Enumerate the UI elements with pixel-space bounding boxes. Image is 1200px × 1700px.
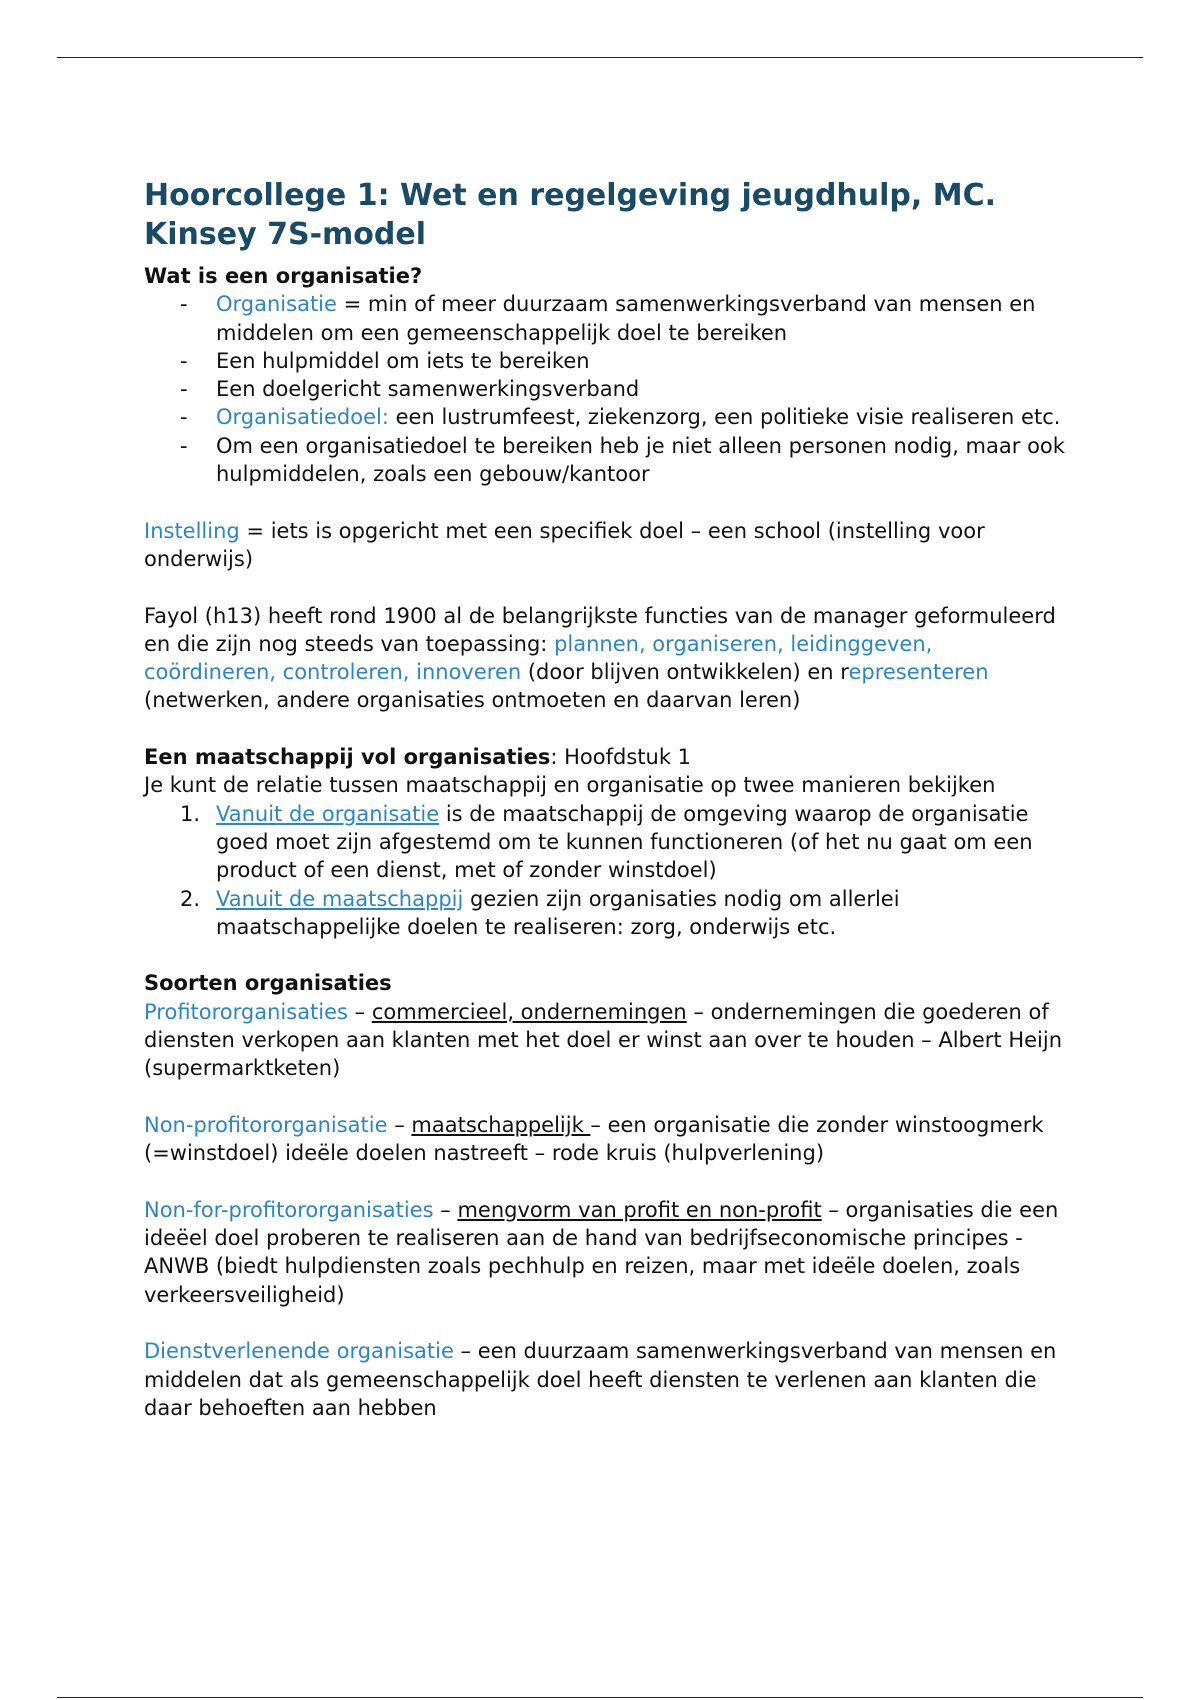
item-number: 2. [180, 886, 201, 911]
list-item [144, 290, 1069, 347]
footer-rule [57, 1697, 1143, 1698]
paragraph-text: (netwerken, andere organisaties ontmoeten en daarvan leren) [144, 688, 801, 713]
item-text: Een hulpmiddel om iets te bereiken [216, 348, 590, 373]
paragraph-text: – een organisatie die zonder winstoogmerk (=winstdoel) ideële doelen nastreeft – rode kruis (hulpverlening) [144, 1112, 1044, 1166]
org-type-paragraph [144, 1337, 1069, 1422]
definition-list [144, 290, 1069, 488]
paragraph-text: – organisaties die een ideëel doel proberen te realiseren aan de hand van bedrijfseconomische principes - ANWB (biedt hulpdiensten zoals pechhulp en reizen, maar met ideële doelen, zoals verkeersveiligheid) [144, 1197, 1059, 1307]
header-rule [57, 57, 1143, 58]
list-item [144, 403, 1069, 431]
document-body [144, 176, 1069, 1422]
term: Non-profitororganisatie [144, 1112, 388, 1137]
numbered-list [144, 800, 1069, 941]
term: Organisatie [216, 292, 337, 317]
list-item [144, 347, 1069, 375]
item-number: 1. [180, 801, 201, 826]
term: epresenteren [848, 660, 989, 685]
list-item [144, 800, 1069, 885]
section-heading [144, 743, 1069, 771]
org-type-paragraph [144, 1111, 1069, 1168]
link[interactable]: Vanuit de organisatie [216, 801, 440, 826]
term: Profitororganisaties [144, 999, 348, 1024]
fayol-paragraph [144, 602, 1069, 715]
org-type-paragraph [144, 1196, 1069, 1309]
dash: – [387, 1112, 412, 1137]
underlined-text: mengvorm van profit en non-profit [457, 1197, 822, 1222]
item-text: Een doelgericht samenwerkingsverband [216, 377, 640, 402]
item-text: gezien zijn organisaties nodig om allerlei maatschappelijke doelen te realiseren: zorg, onderwijs etc. [216, 886, 900, 939]
underlined-text: commercieel, ondernemingen [371, 999, 687, 1024]
list-item [144, 375, 1069, 403]
item-text: een lustrumfeest, ziekenzorg, een politieke visie realiseren etc. [388, 405, 1061, 430]
paragraph-text: – ondernemingen die goederen of diensten verkopen aan klanten met het doel er winst aan over te houden – Albert Heijn (supermarktketen) [144, 999, 1063, 1081]
term: Instelling [144, 518, 240, 543]
org-type-paragraph [144, 998, 1069, 1083]
instelling-paragraph [144, 517, 1069, 574]
underlined-text: maatschappelijk [411, 1112, 591, 1137]
item-text: = min of meer duurzaam samenwerkingsverband van mensen en middelen om een gemeenschappelijk doel te bereiken [216, 292, 1036, 345]
paragraph-text: (door blijven ontwikkelen) en r [521, 660, 849, 685]
heading-suffix: : Hoofdstuk 1 [550, 745, 692, 770]
paragraph-text: – een duurzaam samenwerkingsverband van mensen en middelen dat als gemeenschappelijk doel heeft diensten te verlenen aan klanten die daar behoeften aan hebben [144, 1339, 1057, 1420]
dash: – [348, 999, 372, 1024]
page-title: Hoorcollege 1: Wet en regelgeving jeugdhulp, MC. Kinsey 7S-model [144, 178, 997, 252]
list-item [144, 432, 1069, 489]
term: Non-for-profitororganisaties [144, 1197, 434, 1222]
intro-text: Je kunt de relatie tussen maatschappij en organisatie op twee manieren bekijken [144, 773, 996, 798]
term: Organisatiedoel: [216, 405, 389, 430]
term: plannen, organiseren, leidinggeven, coördineren, controleren, innoveren [144, 631, 933, 685]
section-heading: Soorten organisaties [144, 971, 392, 996]
item-text: is de maatschappij de omgeving waarop de organisatie goed moet zijn afgestemd om te kunnen functioneren (of het nu gaat om een product of een dienst, met of zonder winstdoel) [216, 801, 1033, 883]
paragraph-text: = iets is opgericht met een specifiek doel – een school (instelling voor onderwijs) [144, 518, 985, 571]
paragraph-text: Fayol (h13) heeft rond 1900 al de belangrijkste functies van de manager geformuleerd en die zijn nog steeds van toepassing: [144, 603, 1056, 656]
term: Dienstverlenende organisatie [144, 1339, 454, 1364]
item-text: Om een organisatiedoel te bereiken heb je niet alleen personen nodig, maar ook hulpmiddelen, zoals een gebouw/kantoor [216, 433, 1065, 487]
dash: – [433, 1197, 458, 1222]
link[interactable]: Vanuit de maatschappij [216, 886, 464, 911]
heading-text: Een maatschappij vol organisaties [144, 745, 551, 770]
list-item [144, 885, 1069, 942]
section-heading: Wat is een organisatie? [144, 264, 423, 288]
